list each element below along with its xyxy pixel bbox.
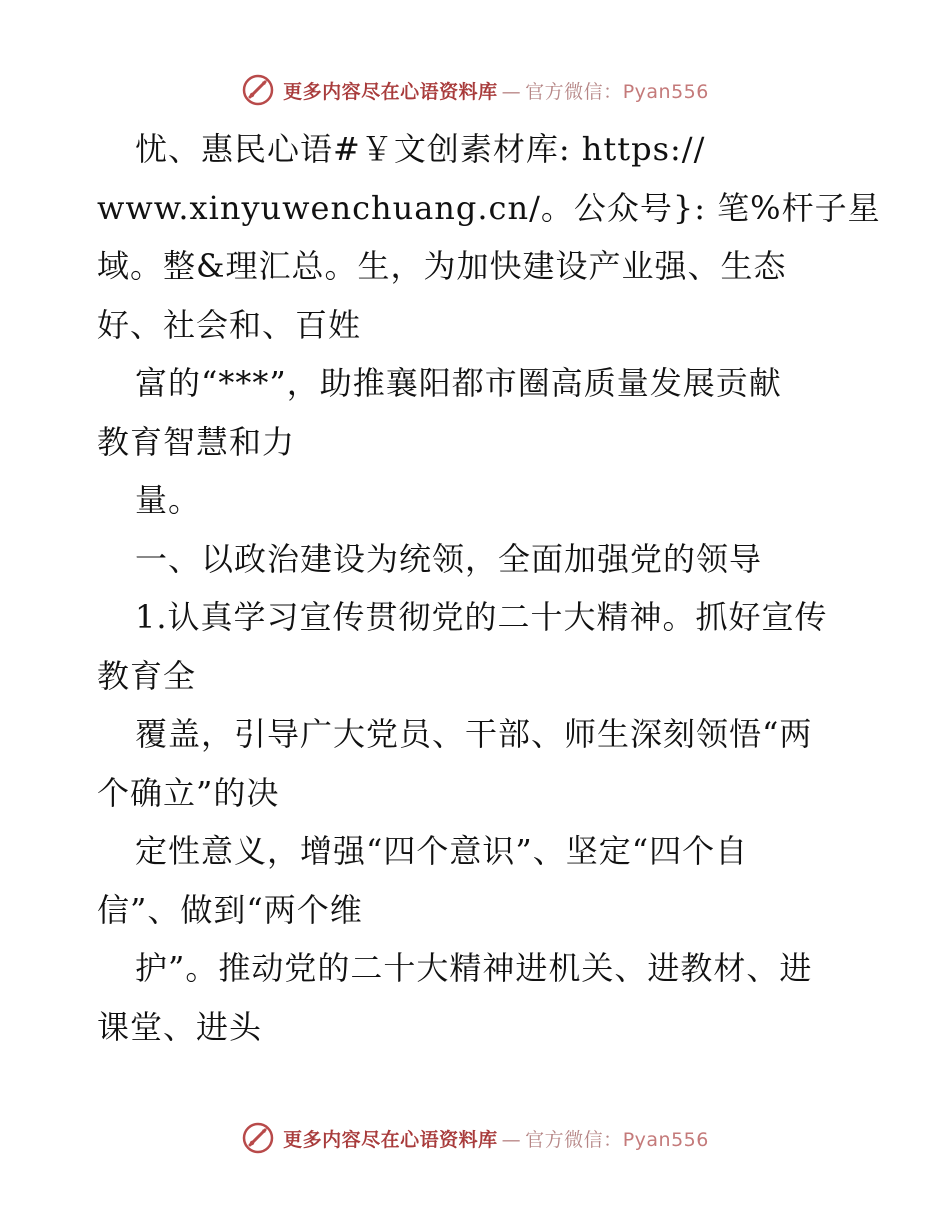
brand-logo-icon (241, 1121, 275, 1155)
banner-dash: — (501, 80, 522, 103)
body-text-line: 信”、做到“两个维 (97, 890, 363, 929)
document-body (97, 120, 881, 1056)
header-banner (0, 68, 950, 112)
banner-dash: — (501, 1128, 522, 1151)
banner-brand: 更多内容尽在心语资料库 (283, 1128, 498, 1151)
body-text-line: 富的“***”，助推襄阳都市圈高质量发展贡献 (135, 364, 782, 402)
body-text-line: 定性意义，增强“四个意识”、坚定“四个自 (135, 832, 749, 870)
banner-brand: 更多内容尽在心语资料库 (283, 80, 498, 103)
body-text-line: 1.认真学习宣传贯彻党的二十大精神。抓好宣传 (135, 598, 828, 636)
banner-text (283, 77, 709, 104)
body-text-line: 好、社会和、百姓 (97, 305, 362, 344)
body-text-line: 覆盖，引导广大党员、干部、师生深刻领悟“两 (135, 715, 813, 753)
body-text-line: 课堂、进头 (97, 1007, 263, 1046)
banner-text (283, 1125, 709, 1152)
banner-label: 官方微信： (525, 80, 623, 103)
brand-logo-icon (241, 73, 275, 107)
body-text-line: www.xinyuwenchuang.cn/。公众号}: 笔%杆子星 (97, 188, 881, 227)
body-text-line: 教育全 (97, 656, 197, 695)
body-text-line: 个确立”的决 (97, 773, 280, 812)
body-text-line: 教育智慧和力 (97, 422, 296, 461)
body-text-line: 域。整&理汇总。生，为加快建设产业强、生态 (97, 247, 787, 285)
footer-banner (0, 1116, 950, 1160)
body-text-line: 护”。推动党的二十大精神进机关、进教材、进 (135, 949, 813, 987)
body-text-line: 一、以政治建设为统领，全面加强党的领导 (135, 539, 763, 578)
body-text-line: 忧、惠民心语#￥文创素材库: https:// (135, 130, 706, 168)
body-text-line: 量。 (135, 481, 202, 519)
banner-wechat-id: Pyan556 (622, 80, 709, 103)
banner-wechat-id: Pyan556 (622, 1128, 709, 1151)
banner-label: 官方微信： (525, 1128, 623, 1151)
